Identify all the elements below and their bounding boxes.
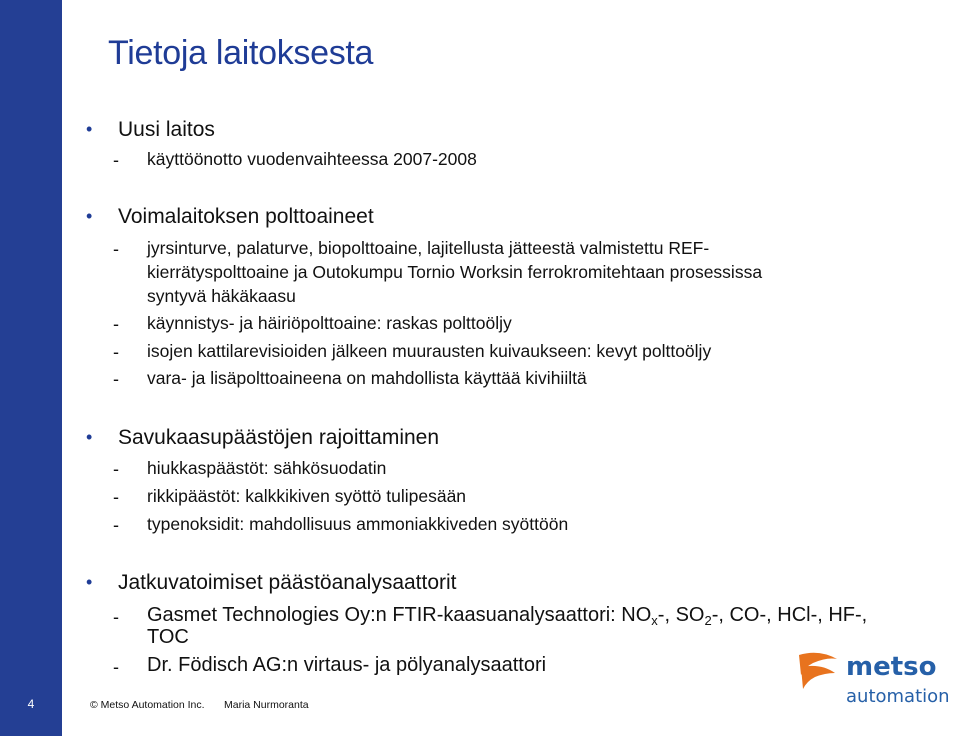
page-number: 4 [27,697,35,711]
list-item: käynnistys- ja häiriöpolttoaine: raskas polttoöljy [147,313,512,333]
bullet-icon: • [86,206,93,226]
gasmet-text-2: -, SO [657,604,705,626]
gasmet-text-3: -, CO-, HCl-, HF-, [711,604,868,626]
dash-icon: - [113,487,119,507]
list-item: käyttöönotto vuodenvaihteessa 2007-2008 [147,149,477,169]
list-item-continuation: syntyvä häkäkaasu [147,286,296,306]
bullet-icon: • [86,119,93,139]
dash-icon: - [113,369,119,389]
bullet-icon: • [86,427,93,447]
dash-icon: - [113,657,119,677]
dash-icon: - [113,150,119,170]
list-item: typenoksidit: mahdollisuus ammoniakkiveden syöttöön [147,514,569,534]
list-item: jyrsinturve, palaturve, biopolttoaine, lajitellusta jätteestä valmistettu REF- [147,238,710,258]
slide-title: Tietoja laitoksesta [108,34,374,72]
footer-copyright: © Metso Automation Inc. [90,699,205,711]
footer-author: Maria Nurmoranta [224,699,309,711]
section-heading-fuels: Voimalaitoksen polttoaineet [118,205,374,228]
nox-subscript: x [651,613,658,628]
list-item: Dr. Födisch AG:n virtaus- ja pölyanalysaattori [147,654,547,676]
section-heading-analyzers: Jatkuvatoimiset päästöanalysaattorit [118,571,457,594]
slide-sidebar [0,0,62,736]
section-heading-new-plant: Uusi laitos [118,118,215,141]
list-item-gasmet [147,603,867,627]
section-heading-flue-gas: Savukaasupäästöjen rajoittaminen [118,426,440,449]
list-item: isojen kattilarevisioiden jälkeen muurausten kuivaukseen: kevyt polttoöljy [147,341,712,361]
dash-icon: - [113,342,119,362]
list-item-continuation: TOC [147,626,189,648]
so2-subscript: 2 [704,613,712,628]
bullet-icon: • [86,572,93,592]
list-item: vara- ja lisäpolttoaineena on mahdollista käyttää kivihiiltä [147,368,587,388]
dash-icon: - [113,239,119,259]
list-item: hiukkaspäästöt: sähkösuodatin [147,458,387,478]
dash-icon: - [113,459,119,479]
logo-word-automation: automation [846,686,950,707]
gasmet-text-1: Gasmet Technologies Oy:n FTIR-kaasuanalysaattori: NO [147,604,652,626]
dash-icon: - [113,314,119,334]
dash-icon: - [113,515,119,535]
dash-icon: - [113,607,119,627]
list-item: rikkipäästöt: kalkkikiven syöttö tulipesään [147,486,467,506]
list-item-continuation: kierrätyspolttoaine ja Outokumpu Tornio Worksin ferrokromitehtaan prosessissa [147,262,763,282]
logo-word-metso: metso [846,652,937,682]
